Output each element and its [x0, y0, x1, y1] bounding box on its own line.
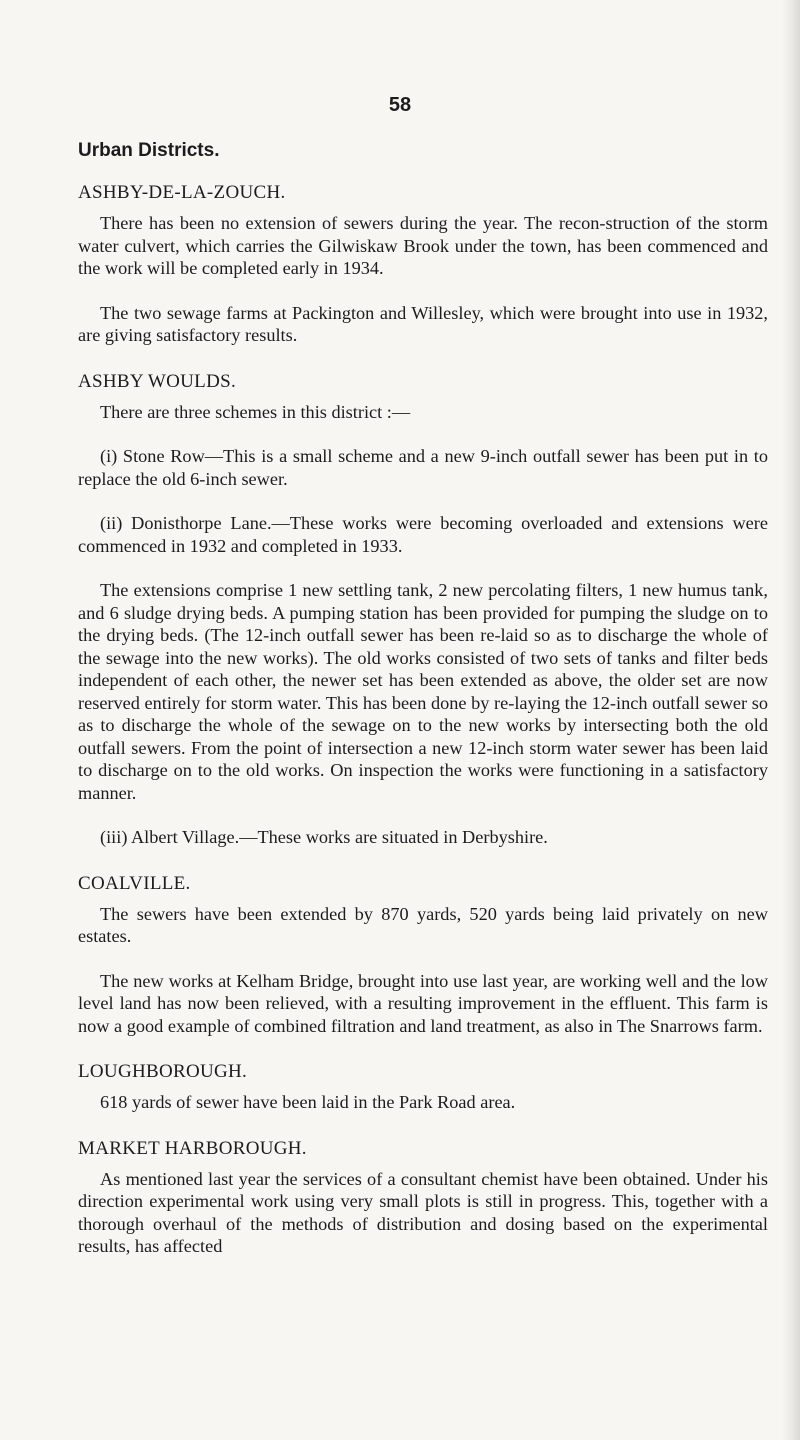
- paragraph: The sewers have been extended by 870 yards, 520 yards being laid privately on new estates.: [78, 903, 768, 946]
- paragraph: (iii) Albert Village.—These works are situated in Derbyshire.: [100, 827, 548, 847]
- district-title: MARKET HARBOROUGH.: [78, 1137, 307, 1159]
- district-ashby-de-la-zouch: [78, 180, 768, 347]
- paragraph: 618 yards of sewer have been laid in the Park Road area.: [100, 1092, 516, 1112]
- district-market-harborough: [78, 1136, 768, 1258]
- page-edge-shadow: [782, 0, 800, 1440]
- paragraph: As mentioned last year the services of a consultant chemist have been obtained. Under his direction experimental work using very small plots is still in progress. This, together with a thorough overhaul of the methods of distribution and dosing based on the experimental results, has affected: [78, 1168, 768, 1256]
- district-coalville: [78, 871, 768, 1038]
- district-ashby-woulds: [78, 369, 768, 849]
- paragraph: The extensions comprise 1 new settling tank, 2 new percolating filters, 1 new humus tank, and 6 sludge drying beds. A pumping station has been provided for pumping the sludge on to the drying beds. (The 12-inch outfall sewer has been re-laid so as to discharge the whole of the sewage into the new works). The old works consisted of two sets of tanks and filter beds independent of each other, the newer set has been extended as above, the older set are now reserved entirely for storm water. This has been done by re-laying the 12-inch outfall sewer so as to discharge the whole of the sewage on to the new works by intersecting both the old outfall sewers. From the point of intersection a new 12-inch storm water sewer has been laid to discharge on to the old works. On inspection the works were functioning in a satisfactory manner.: [78, 580, 768, 803]
- paragraph: (ii) Donisthorpe Lane.—These works were becoming overloaded and extensions were commenced in 1932 and completed in 1933.: [78, 513, 768, 556]
- district-loughborough: [78, 1059, 768, 1114]
- page-number: 58: [388, 94, 412, 116]
- paragraph: There has been no extension of sewers during the year. The recon-struction of the storm water culvert, which carries the Gilwiskaw Brook under the town, has been commenced and the work will be completed early in 1934.: [78, 213, 768, 278]
- paragraph: (i) Stone Row—This is a small scheme and a new 9-inch outfall sewer has been put in to replace the old 6-inch sewer.: [78, 446, 768, 489]
- paragraph: There are three schemes in this district :—: [100, 401, 411, 422]
- district-title: LOUGHBOROUGH.: [78, 1061, 248, 1082]
- document-body: [78, 140, 768, 1258]
- district-title: ASHBY-DE-LA-ZOUCH.: [78, 182, 286, 203]
- district-title: COALVILLE.: [78, 872, 191, 894]
- district-title: ASHBY WOULDS.: [78, 370, 237, 392]
- paragraph: The two sewage farms at Packington and Willesley, which were brought into use in 1932, are giving satisfactory results.: [78, 302, 768, 345]
- paragraph: The new works at Kelham Bridge, brought into use last year, are working well and the low level land has now been relieved, with a resulting improvement in the effluent. This farm is now a good example of combined filtration and land treatment, as also in The Snarrows farm.: [78, 970, 768, 1036]
- section-heading: Urban Districts.: [78, 140, 220, 161]
